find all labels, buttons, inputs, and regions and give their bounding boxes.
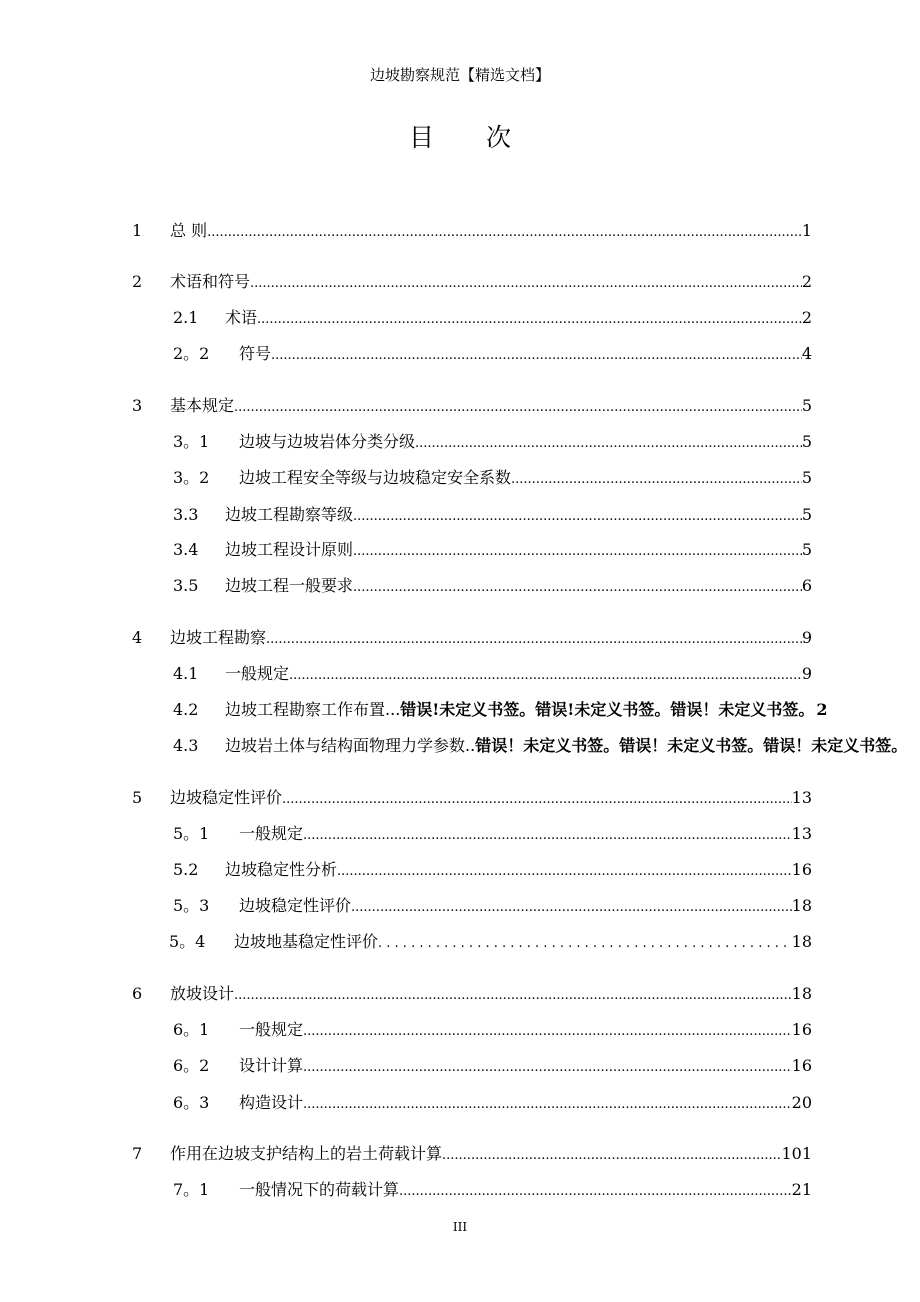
toc-leader	[234, 395, 802, 421]
toc-entry-7[interactable]	[0, 1141, 920, 1167]
toc-title: 边坡岩土体与结构面物理力学参数	[225, 736, 466, 755]
toc-page: 4	[801, 344, 812, 363]
toc-title: 设计计算	[239, 1056, 304, 1075]
toc-number: 6。2	[173, 1056, 210, 1075]
toc-page: 5	[801, 505, 812, 524]
toc-page: 20	[791, 1093, 812, 1112]
toc-page: 13	[791, 788, 812, 807]
toc-leader	[353, 575, 802, 601]
toc-entry-3-5[interactable]	[0, 573, 920, 599]
toc-leader-dots: ...	[385, 700, 401, 719]
toc-leader	[303, 1092, 792, 1118]
toc-entry-3-4[interactable]	[0, 537, 920, 563]
toc-title: 边坡稳定性评价	[170, 788, 283, 807]
toc-error-message: 错误!未定义书签。错误!未定义书签。错误！未定义书签。	[400, 700, 815, 719]
toc-page: 5	[801, 468, 812, 487]
toc-title: 放坡设计	[170, 984, 235, 1003]
toc-title: 边坡稳定性分析	[225, 860, 338, 879]
toc-title: 基本规定	[170, 396, 235, 415]
toc-title: 一般情况下的荷载计算	[239, 1180, 400, 1199]
toc-leader	[234, 983, 792, 1009]
toc-entry-3-3[interactable]	[0, 502, 920, 528]
toc-number: 7。1	[173, 1180, 210, 1199]
toc-leader	[337, 859, 792, 885]
toc-entry-5-3[interactable]	[0, 893, 920, 919]
toc-leader	[207, 220, 802, 246]
toc-entry-6[interactable]	[0, 981, 920, 1007]
toc-leader	[303, 1019, 792, 1045]
toc-title: 符号	[239, 344, 272, 363]
toc-entry-5-2[interactable]	[0, 857, 920, 883]
toc-title: 一般规定	[239, 1020, 304, 1039]
toc-entry-3-2[interactable]	[0, 465, 920, 491]
toc-page: 6	[801, 576, 812, 595]
toc-number: 6	[132, 984, 143, 1003]
toc-entry-4-1[interactable]	[0, 661, 920, 687]
toc-title: 边坡工程勘察工作布置	[225, 700, 386, 719]
toc-entry-4-3[interactable]	[0, 733, 920, 759]
page-number-footer: III	[452, 1220, 468, 1234]
toc-number: 2.1	[173, 308, 199, 327]
toc-leader	[378, 931, 792, 957]
toc-leader	[250, 271, 802, 297]
toc-leader	[415, 431, 802, 457]
toc-title: 术语和符号	[170, 272, 251, 291]
toc-entry-4-2[interactable]	[0, 697, 920, 723]
toc-entry-3[interactable]	[0, 393, 920, 419]
toc-number: 3。2	[173, 468, 210, 487]
toc-entry-6-1[interactable]	[0, 1017, 920, 1043]
toc-title: 总 则	[170, 221, 208, 240]
toc-number: 4.1	[173, 664, 199, 683]
toc-entry-6-2[interactable]	[0, 1053, 920, 1079]
toc-page: 16	[791, 1020, 812, 1039]
toc-number: 3.4	[173, 540, 199, 559]
toc-entry-5[interactable]	[0, 785, 920, 811]
toc-page: 2	[801, 308, 812, 327]
toc-title: 边坡工程勘察等级	[225, 505, 354, 524]
toc-page: 5	[801, 396, 812, 415]
toc-number: 5。1	[173, 824, 210, 843]
toc-number: 5.2	[173, 860, 199, 879]
toc-entry-1[interactable]	[0, 218, 920, 244]
toc-number: 2。2	[173, 344, 210, 363]
toc-leader	[353, 504, 802, 530]
toc-page: 1	[801, 221, 812, 240]
toc-page: 21	[791, 1180, 812, 1199]
toc-page: 101	[781, 1144, 812, 1163]
toc-number: 5。3	[173, 896, 210, 915]
toc-entry-2-2[interactable]	[0, 341, 920, 367]
toc-number: 5	[132, 788, 143, 807]
toc-entry-5-1[interactable]	[0, 821, 920, 847]
toc-entry-6-3[interactable]	[0, 1090, 920, 1116]
toc-number: 1	[132, 221, 143, 240]
toc-title: 边坡工程安全等级与边坡稳定安全系数	[239, 468, 512, 487]
toc-entry-7-1[interactable]	[0, 1177, 920, 1203]
toc-leader	[289, 663, 802, 689]
toc-number: 3	[132, 396, 143, 415]
toc-title: 边坡工程设计原则	[225, 540, 354, 559]
toc-page: 5	[801, 540, 812, 559]
toc-number: 3.3	[173, 505, 199, 524]
toc-number: 6。1	[173, 1020, 210, 1039]
page-title: 目 次	[409, 123, 533, 152]
toc-number: 5。4	[169, 932, 206, 951]
toc-leader	[282, 787, 792, 813]
toc-title: 构造设计	[239, 1093, 304, 1112]
toc-leader	[353, 539, 802, 565]
toc-number: 7	[132, 1144, 143, 1163]
toc-number: 4.3	[173, 736, 199, 755]
toc-page: 9	[801, 628, 812, 647]
toc-leader-dots: ..	[465, 736, 476, 755]
toc-leader	[303, 823, 792, 849]
toc-leader	[303, 1055, 792, 1081]
toc-page: 9	[801, 664, 812, 683]
toc-page: 2	[801, 272, 812, 291]
toc-page: 16	[791, 1056, 812, 1075]
toc-number: 4.2	[173, 700, 199, 719]
toc-error-message: 错误！未定义书签。错误！未定义书签。错误！未定义书签。	[475, 736, 908, 755]
toc-entry-5-4[interactable]	[0, 929, 920, 955]
toc-title: 边坡与边坡岩体分类分级	[239, 432, 416, 451]
toc-number: 6。3	[173, 1093, 210, 1112]
toc-page: 2	[816, 700, 828, 719]
toc-title: 边坡地基稳定性评价	[234, 932, 379, 951]
toc-leader	[442, 1143, 781, 1169]
toc-title: 一般规定	[239, 824, 304, 843]
toc-title: 一般规定	[225, 664, 290, 683]
toc-page: 18	[791, 896, 812, 915]
toc-entry-2-1[interactable]	[0, 305, 920, 331]
toc-title: 作用在边坡支护结构上的岩土荷载计算	[170, 1144, 443, 1163]
toc-title: 边坡工程勘察	[170, 628, 267, 647]
toc-title: 边坡稳定性评价	[239, 896, 352, 915]
toc-page: 13	[791, 824, 812, 843]
toc-leader	[271, 343, 802, 369]
toc-page: 16	[791, 860, 812, 879]
toc-leader	[351, 895, 792, 921]
toc-page: 5	[801, 432, 812, 451]
toc-page: 18	[791, 932, 812, 951]
toc-number: 2	[132, 272, 143, 291]
toc-title: 术语	[225, 308, 258, 327]
toc-entry-2[interactable]	[0, 269, 920, 295]
toc-leader	[511, 467, 802, 493]
toc-entry-3-1[interactable]	[0, 429, 920, 455]
toc-number: 3。1	[173, 432, 210, 451]
toc-entry-4[interactable]	[0, 625, 920, 651]
toc-number: 3.5	[173, 576, 199, 595]
toc-title: 边坡工程一般要求	[225, 576, 354, 595]
toc-page: 18	[791, 984, 812, 1003]
toc-number: 4	[132, 628, 143, 647]
toc-leader	[399, 1179, 792, 1205]
toc-leader	[257, 307, 802, 333]
running-header: 边坡勘察规范【精选文档】	[369, 66, 550, 84]
toc-leader	[266, 627, 802, 653]
